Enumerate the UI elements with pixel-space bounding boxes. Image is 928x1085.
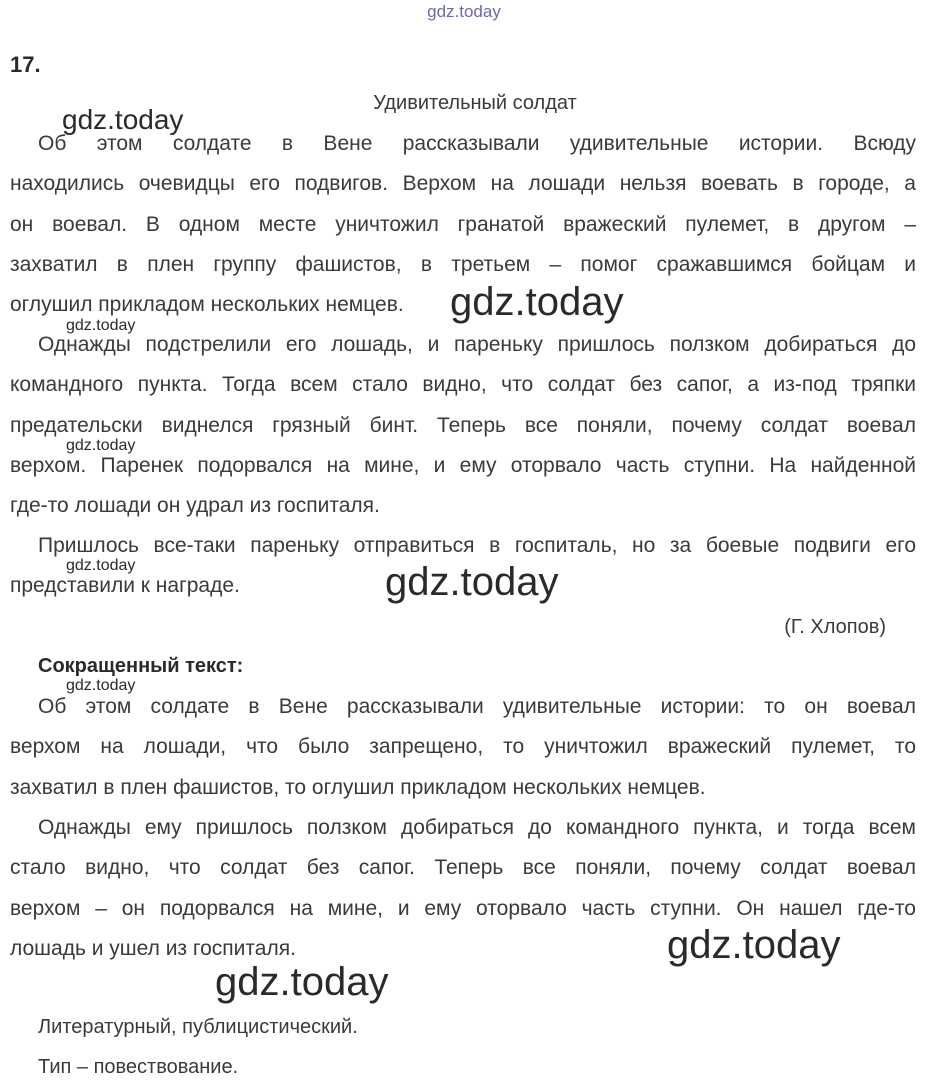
watermark: gdz.today <box>66 557 136 574</box>
original-paragraph-2 <box>10 325 916 526</box>
text-line: верхом. Паренек подорвался на мине, и ему оторвало часть ступни. На найденной <box>10 453 916 477</box>
text-line: предательски виднелся грязный бинт. Теперь все поняли, почему солдат воевал <box>10 413 916 437</box>
watermark: gdz.today <box>667 923 841 967</box>
text-line: лошадь и ушел из госпиталя. <box>10 936 296 960</box>
style-line: Литературный, публицистический. <box>38 1016 358 1038</box>
text-line: стало видно, что солдат без сапог. Теперь все поняли, почему солдат воевал <box>10 856 916 880</box>
author: (Г. Хлопов) <box>784 616 886 638</box>
text-line: Об этом солдате в Вене рассказывали удивительные истории: то он воевал <box>38 695 916 718</box>
text-line: командного пункта. Тогда всем стало видно, что солдат без сапог, а из-под тряпки <box>10 373 916 397</box>
watermark: gdz.today <box>215 960 389 1004</box>
text-line: верхом – он подорвался на мине, и ему оторвало часть ступни. Он нашел где-то <box>10 896 916 920</box>
text-line: Однажды ему пришлось ползком добираться до командного пункта, и тогда всем <box>38 816 916 839</box>
text-line: захватил в плен фашистов, то оглушил прикладом нескольких немцев. <box>10 775 706 799</box>
text-line: находились очевидцы его подвигов. Верхом на лошади нельзя воевать в городе, а <box>10 172 916 196</box>
watermark: gdz.today <box>385 560 559 604</box>
watermark: gdz.today <box>450 280 624 324</box>
text-line: он воевал. В одном месте уничтожил гранатой вражеский пулемет, в другом – <box>10 212 916 236</box>
summary-heading: Сокращенный текст: <box>38 655 244 677</box>
text-line: верхом на лошади, что было запрещено, то уничтожил вражеский пулемет, то <box>10 735 916 759</box>
text-line: оглушил прикладом нескольких немцев. <box>10 293 404 317</box>
watermark: gdz.today <box>62 104 184 135</box>
text-line: Однажды подстрелили его лошадь, и пареньку пришлось ползком добираться до <box>38 333 916 356</box>
text-line: Об этом солдате в Вене рассказывали удивительные истории. Всюду <box>38 132 916 155</box>
text-line: представили к награде. <box>10 574 240 598</box>
watermark: gdz.today <box>66 437 136 454</box>
summary-paragraph-1 <box>10 687 916 808</box>
watermark: gdz.today <box>66 317 136 334</box>
watermark-top: gdz.today <box>427 2 501 21</box>
exercise-number: 17. <box>10 52 41 77</box>
text-line: захватил в плен группу фашистов, в третьем – помог сражавшимся бойцам и <box>10 252 916 276</box>
text-line: где-то лошади он удрал из госпиталя. <box>10 494 380 518</box>
watermark: gdz.today <box>66 677 136 694</box>
text-title: Удивительный солдат <box>373 92 577 114</box>
type-line: Тип – повествование. <box>38 1056 239 1078</box>
text-line: Пришлось все-таки пареньку отправиться в госпиталь, но за боевые подвиги его <box>38 534 916 557</box>
